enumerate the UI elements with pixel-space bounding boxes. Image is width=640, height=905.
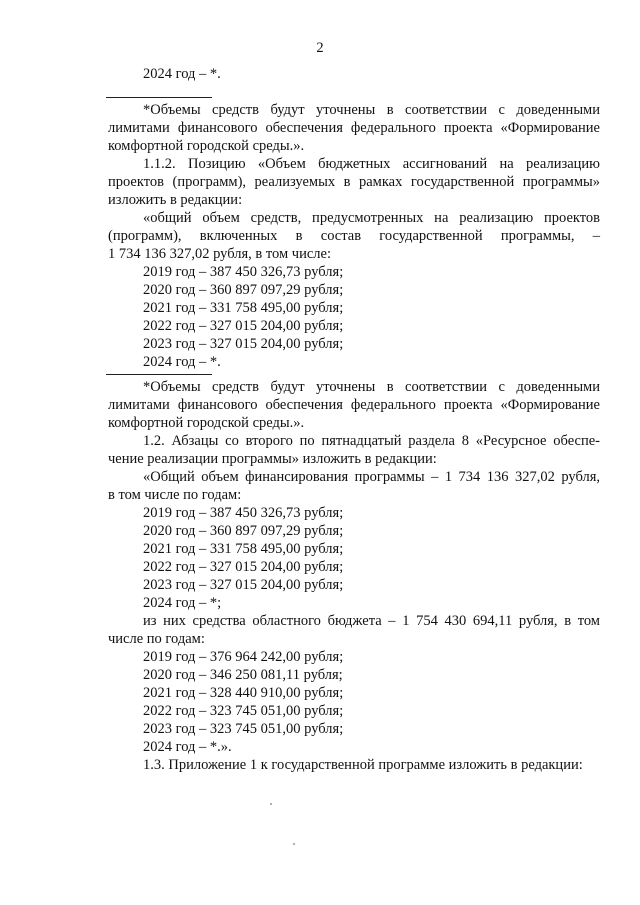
footnote-line: *Объемы средств будут уточнены в соответствии с доведенными <box>143 102 600 118</box>
text-line: из них средства областного бюджета – 1 754 430 694,11 рубля, в том <box>143 613 600 629</box>
text-line: 1.2. Абзацы со второго по пятнадцатый раздела 8 «Ресурсное обеспе- <box>143 433 600 449</box>
page-number: 2 <box>316 40 324 56</box>
year-amount-line: 2023 год – 323 745 051,00 рубля; <box>143 721 344 737</box>
footnote-line: комфортной городской среды.». <box>108 415 305 431</box>
year-amount-line: 2024 год – *.». <box>143 739 232 755</box>
year-amount-line: 2023 год – 327 015 204,00 рубля; <box>143 577 344 593</box>
text-line: изложить в редакции: <box>108 192 243 208</box>
text-line: «Общий объем финансирования программы – 1 734 136 327,02 рубля, <box>143 469 600 485</box>
footnote-line: комфортной городской среды.». <box>108 138 305 154</box>
text-line: чение реализации программы» изложить в редакции: <box>108 451 437 467</box>
year-amount-line: 2021 год – 331 758 495,00 рубля; <box>143 300 344 316</box>
text-line: проектов (программ), реализуемых в рамках государственной программы» <box>108 174 600 190</box>
text-line: 2024 год – *. <box>143 66 221 82</box>
footnote-separator <box>106 374 212 375</box>
year-amount-line: 2023 год – 327 015 204,00 рубля; <box>143 336 344 352</box>
text-line: 1 734 136 327,02 рубля, в том числе: <box>108 246 331 262</box>
year-amount-line: 2021 год – 331 758 495,00 рубля; <box>143 541 344 557</box>
scan-speck <box>293 843 295 845</box>
year-amount-line: 2019 год – 387 450 326,73 рубля; <box>143 505 344 521</box>
year-amount-line: 2022 год – 327 015 204,00 рубля; <box>143 318 344 334</box>
footnote-line: лимитами финансового обеспечения федерального проекта «Формирование <box>108 397 600 413</box>
year-amount-line: 2020 год – 346 250 081,11 рубля; <box>143 667 343 683</box>
text-line: «общий объем средств, предусмотренных на реализацию проектов <box>143 210 600 226</box>
text-line: (программ), включенных в состав государственной программы, – <box>108 228 600 244</box>
text-line: 1.1.2. Позицию «Объем бюджетных ассигнований на реализацию <box>143 156 600 172</box>
year-amount-line: 2024 год – *; <box>143 595 222 611</box>
year-amount-line: 2019 год – 376 964 242,00 рубля; <box>143 649 344 665</box>
footnote-separator <box>106 97 212 98</box>
year-amount-line: 2020 год – 360 897 097,29 рубля; <box>143 523 344 539</box>
text-line: числе по годам: <box>108 631 205 647</box>
year-amount-line: 2021 год – 328 440 910,00 рубля; <box>143 685 344 701</box>
footnote-line: лимитами финансового обеспечения федерального проекта «Формирование <box>108 120 600 136</box>
text-line: в том числе по годам: <box>108 487 242 503</box>
year-amount-line: 2020 год – 360 897 097,29 рубля; <box>143 282 344 298</box>
year-amount-line: 2022 год – 323 745 051,00 рубля; <box>143 703 344 719</box>
year-amount-line: 2024 год – *. <box>143 354 221 370</box>
scan-speck <box>270 803 272 805</box>
year-amount-line: 2022 год – 327 015 204,00 рубля; <box>143 559 344 575</box>
year-amount-line: 2019 год – 387 450 326,73 рубля; <box>143 264 344 280</box>
text-line: 1.3. Приложение 1 к государственной программе изложить в редакции: <box>143 757 583 773</box>
footnote-line: *Объемы средств будут уточнены в соответствии с доведенными <box>143 379 600 395</box>
